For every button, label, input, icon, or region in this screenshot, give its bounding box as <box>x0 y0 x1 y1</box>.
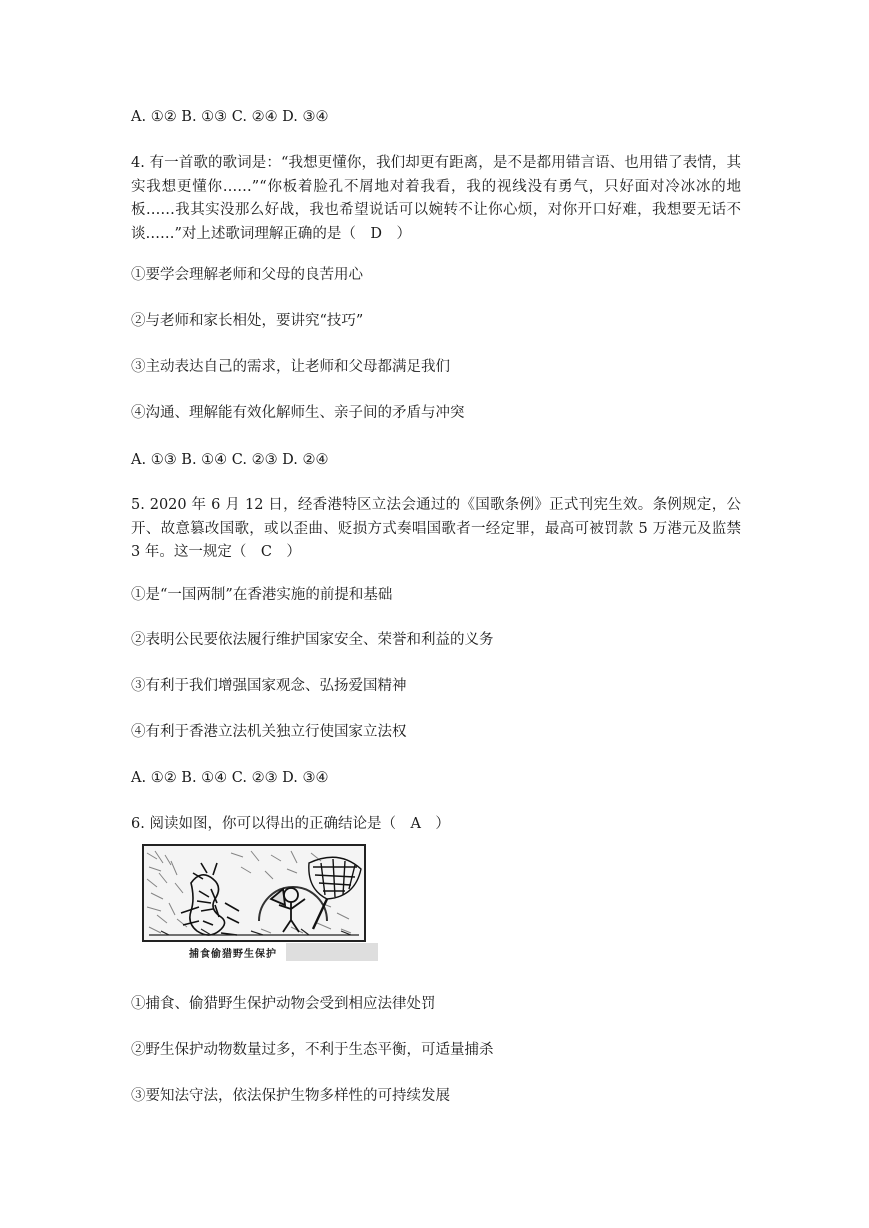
q4-item-3: ③主动表达自己的需求，让老师和父母都满足我们 <box>131 359 450 375</box>
figure-caption: 捕食偷猎野生保护 <box>189 949 277 960</box>
q6-stem: 6. 阅读如图，你可以得出的正确结论是（ A ） <box>131 816 450 832</box>
q6-item-1: ①捕食、偷猎野生保护动物会受到相应法律处罚 <box>131 996 436 1012</box>
q5-stem: 5. 2020 年 6 月 12 日，经香港特区立法会通过的《国歌条例》正式刊宪生效。条例规定，公开、故意篡改国歌，或以歪曲、贬损方式奏唱国歌者一经定罪，最高可被罚款 5 万港元及监禁 3 年。这一规定（ C ） <box>131 497 741 560</box>
q5-options: A. ①② B. ①④ C. ②③ D. ③④ <box>131 770 329 786</box>
cartoon-illustration <box>141 843 378 961</box>
q4-stem: 4. 有一首歌的歌词是：“我想更懂你，我们却更有距离，是不是都用错言语、也用错了表情，其实我想更懂你……”“你板着脸孔不屑地对着我看，我的视线没有勇气，只好面对冷冰冰的地板……我其实没那么好战，我也希望说话可以婉转不让你心烦，对你开口好难，我想要无话不谈……”对上述歌词理解正确的是（ D ） <box>131 155 741 242</box>
q5-item-1: ①是“一国两制”在香港实施的前提和基础 <box>131 587 393 603</box>
q6-item-2: ②野生保护动物数量过多，不利于生态平衡，可适量捕杀 <box>131 1042 494 1058</box>
poaching-cartoon-figure <box>141 843 378 961</box>
q4-options: A. ①③ B. ①④ C. ②③ D. ②④ <box>131 452 329 468</box>
q4-item-1: ①要学会理解老师和父母的良苦用心 <box>131 267 363 283</box>
q4-item-2: ②与老师和家长相处，要讲究“技巧” <box>131 313 364 329</box>
q3-options: A. ①② B. ①③ C. ②④ D. ③④ <box>131 109 329 125</box>
q6-item-3: ③要知法守法，依法保护生物多样性的可持续发展 <box>131 1088 450 1104</box>
q5-item-4: ④有利于香港立法机关独立行使国家立法权 <box>131 724 407 740</box>
q5-item-2: ②表明公民要依法履行维护国家安全、荣誉和利益的义务 <box>131 632 494 648</box>
q4-item-4: ④沟通、理解能有效化解师生、亲子间的矛盾与冲突 <box>131 405 465 421</box>
q5-item-3: ③有利于我们增强国家观念、弘扬爱国精神 <box>131 678 407 694</box>
